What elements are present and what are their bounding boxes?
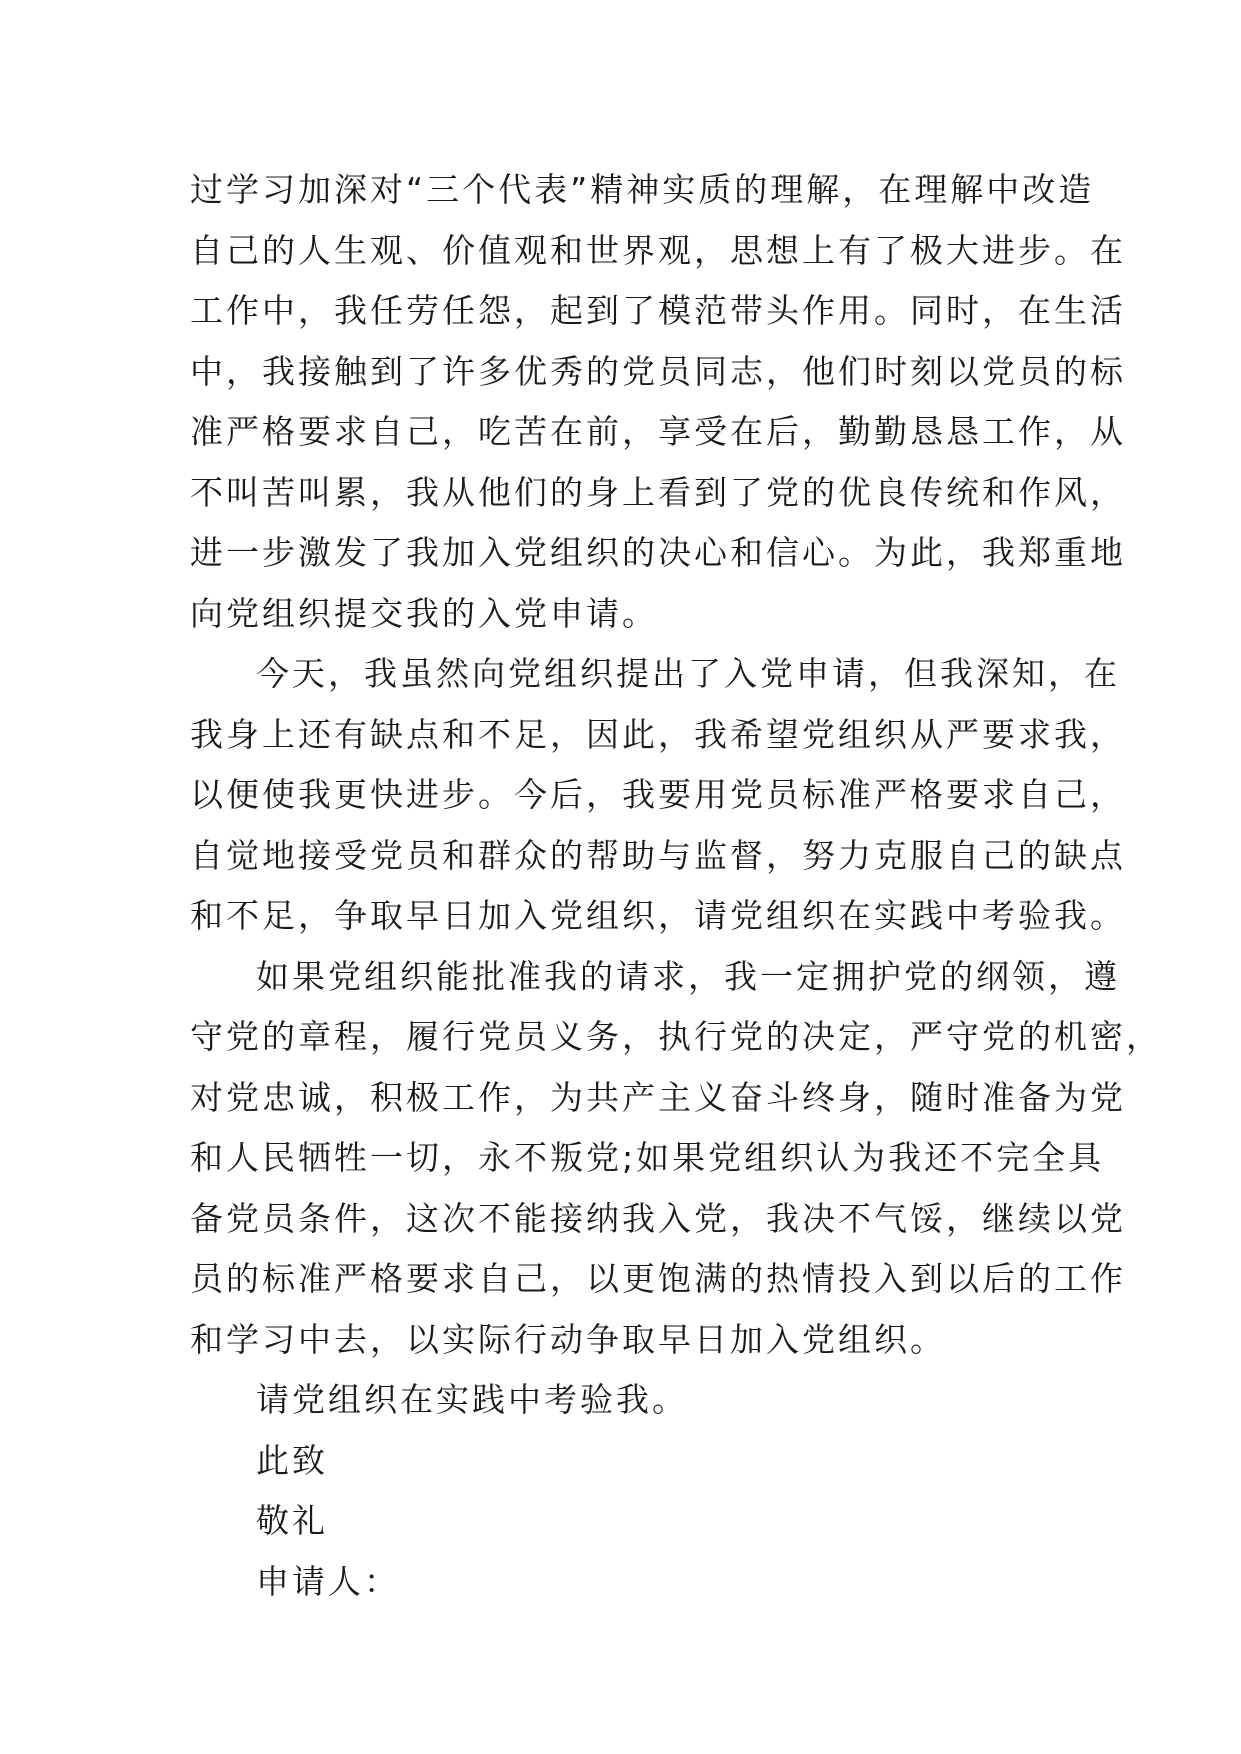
text-line: 对党忠诚，积极工作，为共产主义奋斗终身，随时准备为党: [190, 1077, 1126, 1117]
text-line: 以便使我更快进步。今后，我要用党员标准严格要求自己，: [190, 775, 1126, 814]
text-line: 守党的章程，履行党员义务，执行党的决定，严守党的机密，: [190, 1017, 1162, 1056]
text-line: 员的标准严格要求自己，以更饱满的热情投入到以后的工作: [190, 1259, 1126, 1298]
text-line: 自己的人生观、价值观和世界观，思想上有了极大进步。在: [190, 230, 1126, 270]
text-line: 自觉地接受党员和群众的帮助与监督，努力克服自己的缺点: [190, 835, 1126, 875]
text-line: 申请人：: [256, 1561, 400, 1601]
text-line: 和人民牺牲一切，永不叛党;如果党组织认为我还不完全具: [190, 1138, 1105, 1177]
text-line: 和学习中去，以实际行动争取早日加入党组织。: [190, 1319, 946, 1359]
text-line: 请党组织在实践中考验我。: [256, 1380, 688, 1419]
text-line: 今天，我虽然向党组织提出了入党申请，但我深知，在: [256, 654, 1120, 693]
text-line: 此致: [256, 1440, 328, 1480]
text-line: 过学习加深对“三个代表”精神实质的理解，在理解中改造: [190, 170, 1095, 209]
letter-body: [190, 160, 1162, 1612]
text-line: 准严格要求自己，吃苦在前，享受在后，勤勤恳恳工作，从: [190, 412, 1126, 451]
text-line: 工作中，我任劳任怨，起到了模范带头作用。同时，在生活: [190, 291, 1126, 330]
text-line: 敬礼: [256, 1501, 328, 1540]
text-line: 中，我接触到了许多优秀的党员同志，他们时刻以党员的标: [190, 351, 1126, 391]
text-line: 备党员条件，这次不能接纳我入党，我决不气馁，继续以党: [190, 1198, 1126, 1238]
text-line: 不叫苦叫累，我从他们的身上看到了党的优良传统和作风，: [190, 472, 1126, 512]
text-line: 和不足，争取早日加入党组织，请党组织在实践中考验我。: [190, 896, 1126, 935]
text-line: 如果党组织能批准我的请求，我一定拥护党的纲领，遵: [256, 956, 1120, 996]
text-line: 进一步激发了我加入党组织的决心和信心。为此，我郑重地: [190, 533, 1126, 572]
text-line: 我身上还有缺点和不足，因此，我希望党组织从严要求我，: [190, 714, 1126, 754]
text-line: 向党组织提交我的入党申请。: [190, 593, 658, 633]
